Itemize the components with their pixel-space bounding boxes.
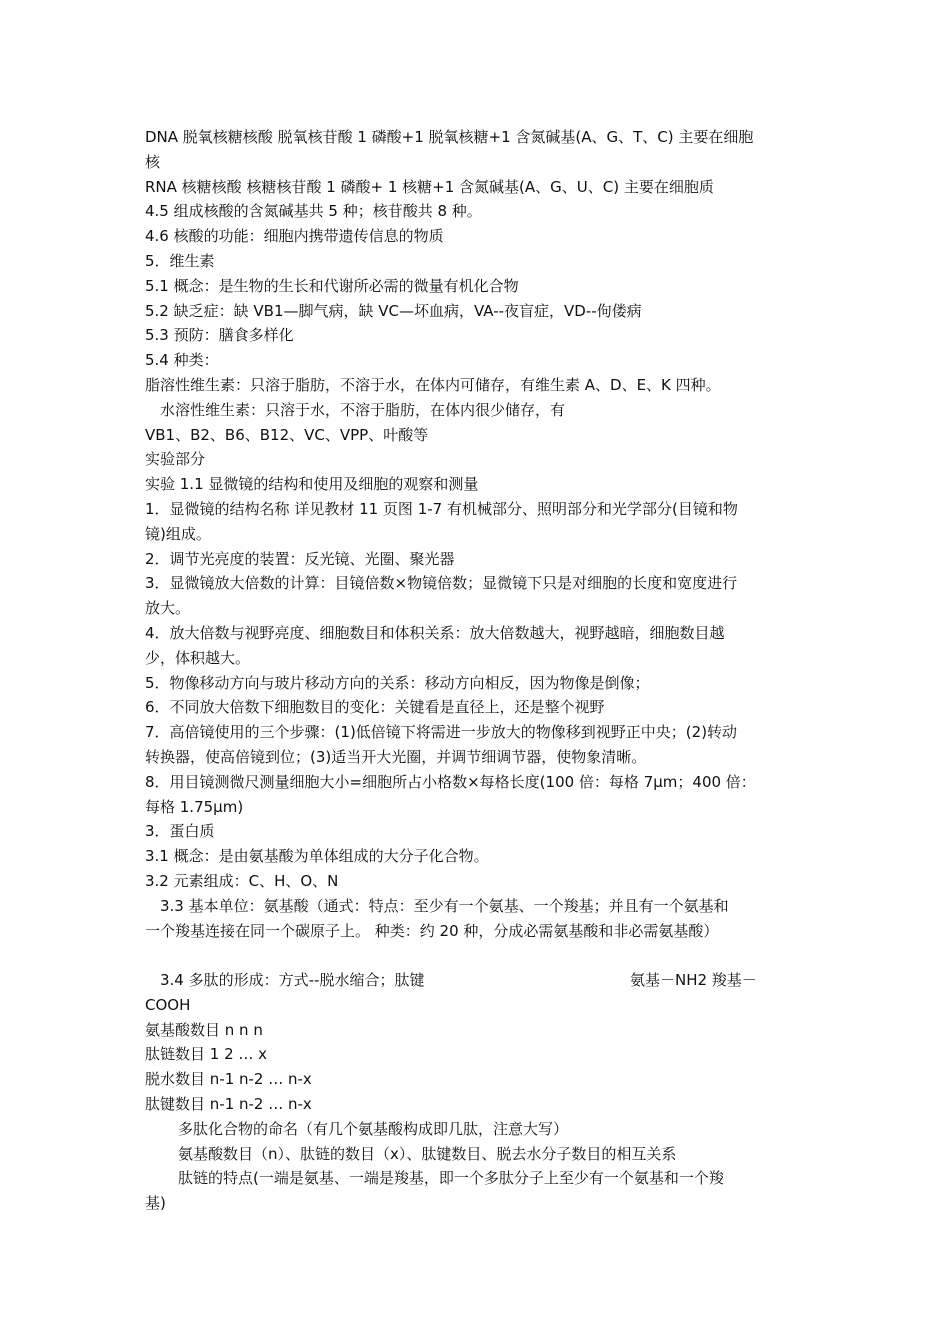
text-line: 4．放大倍数与视野亮度、细胞数目和体积关系：放大倍数越大，视野越暗，细胞数目越 (145, 623, 725, 642)
text-line: 5．物像移动方向与玻片移动方向的关系：移动方向相反，因为物像是倒像； (145, 673, 650, 692)
text-line: 镜)组成。 (145, 524, 211, 543)
text-line: 6．不同放大倍数下细胞数目的变化：关键看是直径上，还是整个视野 (145, 698, 605, 717)
text-line: 脱水数目 n-1 n-2 … n-x (145, 1070, 312, 1089)
text-segment: 3.4 多肽的形成：方式--脱水缩合；肽键 (160, 971, 425, 990)
blank-line (145, 943, 810, 968)
text-line: 3.3 基本单位：氨基酸（通式：特点：至少有一个氨基、一个羧基；并且有一个氨基和 (160, 896, 729, 915)
text-line: 放大。 (145, 599, 191, 618)
text-line: 脂溶性维生素：只溶于脂肪，不溶于水，在体内可储存，有维生素 A、D、E、K 四种。 (145, 375, 721, 394)
text-line: 每格 1.75μm) (145, 797, 244, 816)
text-line: 3.1 概念：是由氨基酸为单体组成的大分子化合物。 (145, 847, 489, 866)
section-heading: 5．维生素 (145, 251, 215, 270)
text-line: 7．高倍镜使用的三个步骤：(1)低倍镜下将需进一步放大的物像移到视野正中央；(2)转动 (145, 723, 738, 742)
text-line: VB1、B2、B6、B12、VC、VPP、叶酸等 (145, 425, 429, 444)
text-line: 5.1 概念：是生物的生长和代谢所必需的微量有机化合物 (145, 276, 519, 295)
text-line: 少，体积越大。 (145, 648, 251, 667)
text-line: 一个羧基连接在同一个碳原子上。 种类：约 20 种，分成必需氨基酸和非必需氨基酸） (145, 921, 719, 940)
text-line: 肽链的特点(一端是氨基、一端是羧基，即一个多肽分子上至少有一个氨基和一个羧 (178, 1169, 724, 1188)
text-line: 4.5 组成核酸的含氮碱基共 5 种；核苷酸共 8 种。 (145, 202, 482, 221)
text-line: DNA 脱氧核糖核酸 脱氧核苷酸 1 磷酸+1 脱氧核糖+1 含氮碱基(A、G、T、C) 主要在细胞 (145, 128, 754, 146)
text-line: 8．用目镜测微尺测量细胞大小=细胞所占小格数×每格长度(100 倍：每格 7μm；400 倍： (145, 772, 756, 791)
text-line: 实验 1.1 显微镜的结构和使用及细胞的观察和测量 (145, 475, 479, 494)
section-heading: 实验部分 (145, 450, 206, 469)
text-line: 3．显微镜放大倍数的计算：目镜倍数×物镜倍数；显微镜下只是对细胞的长度和宽度进行 (145, 574, 738, 593)
text-line: 2．调节光亮度的装置：反光镜、光圈、聚光器 (145, 549, 455, 568)
text-line: COOH (145, 995, 191, 1014)
text-line: 多肽化合物的命名（有几个氨基酸构成即几肽，注意大写） (178, 1119, 569, 1138)
text-line: 5.4 种类： (145, 351, 219, 370)
section-heading: 3．蛋白质 (145, 822, 215, 841)
text-line: 3.2 元素组成：C、H、O、N (145, 871, 339, 890)
text-line: 肽键数目 n-1 n-2 … n-x (145, 1095, 312, 1114)
text-segment-right: 氨基－NH2 羧基－ (630, 971, 757, 990)
text-line: 水溶性维生素：只溶于水，不溶于脂肪，在体内很少储存，有 (160, 400, 566, 419)
text-line: RNA 核糖核酸 核糖核苷酸 1 磷酸+ 1 核糖+1 含氮碱基(A、G、U、C) 主要在细胞质 (145, 177, 714, 196)
text-line-with-column (145, 968, 810, 993)
text-line: 5.3 预防：膳食多样化 (145, 326, 294, 345)
text-line: 肽链数目 1 2 … x (145, 1045, 268, 1064)
text-line: 氨基酸数目 n n n (145, 1020, 263, 1039)
text-line: 基) (145, 1194, 166, 1213)
text-line: 1．显微镜的结构名称 详见教材 11 页图 1-7 有机械部分、照明部分和光学部分(目镜和物 (145, 499, 738, 518)
document-body (145, 125, 810, 1216)
text-line: 转换器，使高倍镜到位；(3)适当开大光圈，并调节细调节器，使物象清晰。 (145, 747, 647, 766)
text-line: 4.6 核酸的功能：细胞内携带遗传信息的物质 (145, 227, 444, 246)
text-line: 5.2 缺乏症：缺 VB1—脚气病，缺 VC—坏血病，VA--夜盲症，VD--佝偻病 (145, 301, 642, 320)
text-line: 核 (145, 152, 161, 171)
text-line: 氨基酸数目（n）、肽链的数目（x）、肽键数目、脱去水分子数目的相互关系 (178, 1144, 677, 1163)
